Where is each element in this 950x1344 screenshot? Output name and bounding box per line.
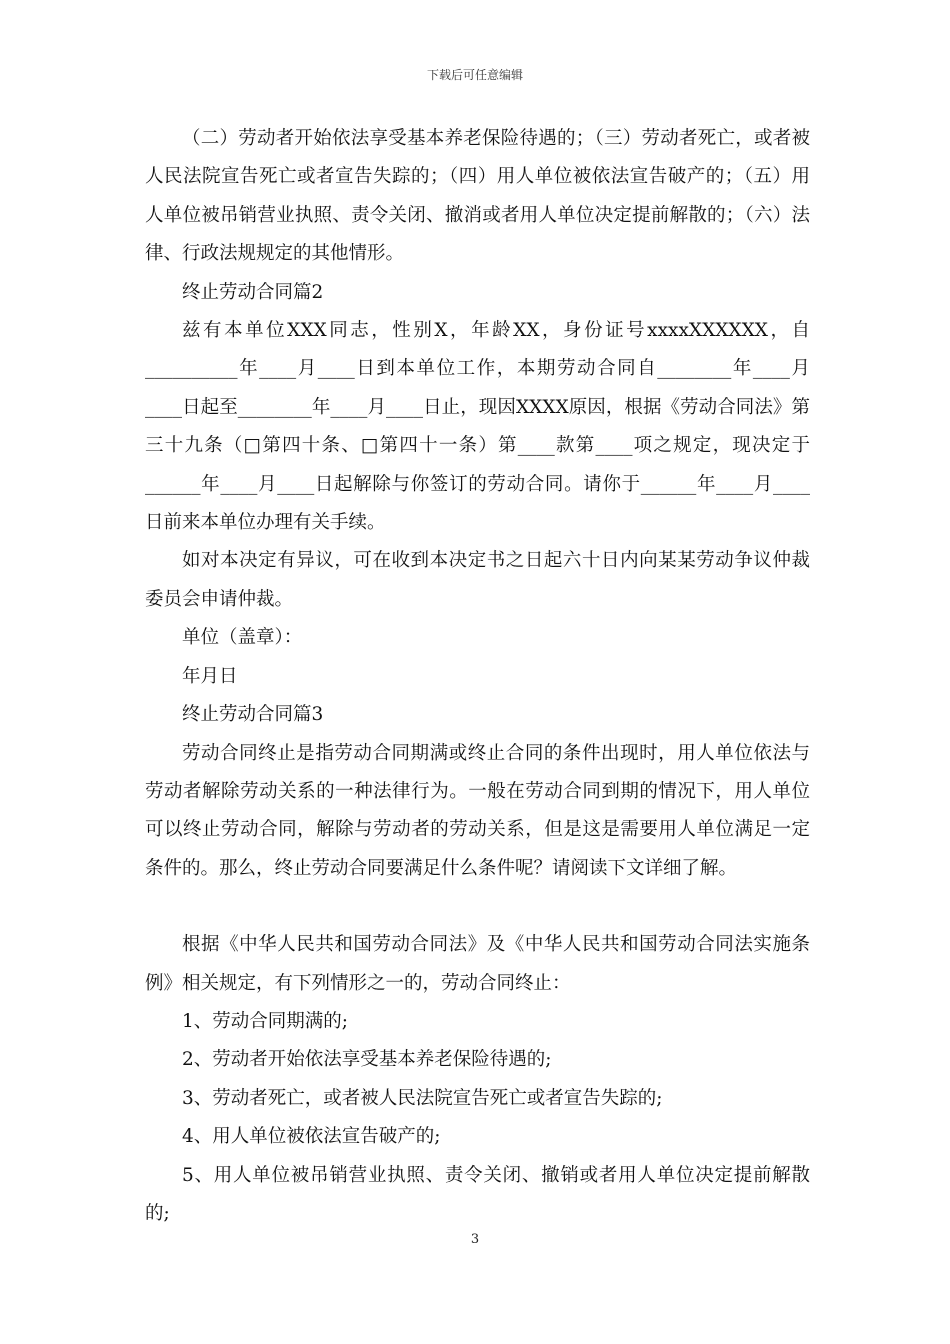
list-item-2: 2、劳动者开始依法享受基本养老保险待遇的; [182, 1049, 552, 1071]
paragraph-definition: 劳动合同终止是指劳动合同期满或终止合同的条件出现时，用人单位依法与劳动者解除劳动关系的一种法律行为。一般在劳动合同到期的情况下，用人单位可以终止劳动合同，解除与劳动者的劳动关系，但是这是需要用人单位满足一定条件的。那么，终止劳动合同要满足什么条件呢？请阅读下文详细了解。 [145, 742, 810, 879]
blank-line [145, 888, 810, 926]
list-item-5: 5、用人单位被吊销营业执照、责令关闭、撤销或者用人单位决定提前解散的; [145, 1164, 810, 1224]
paragraph-dismissal-notice: 兹有本单位XXX同志，性别X，年龄XX，身份证号xxxxXXXXXX，自__________年____月____日到本单位工作，本期劳动合同自________年____月____日起至________年____月____日止，现因XXXX原因，根据《劳动合同法》第三十九条（□第四十条、□第四十一条）第____款第____项之规定，现决定于______年____月____日起解除与你签订的劳动合同。请你于______年____月____日前来本单位办理有关手续。 [145, 320, 810, 534]
paragraph-legal-basis: 根据《中华人民共和国劳动合同法》及《中华人民共和国劳动合同法实施条例》相关规定，有下列情形之一的，劳动合同终止： [145, 934, 810, 994]
document-body [145, 120, 810, 1233]
paragraph-termination-conditions: （二）劳动者开始依法享受基本养老保险待遇的；（三）劳动者死亡，或者被人民法院宣告死亡或者宣告失踪的；（四）用人单位被依法宣告破产的；（五）用人单位被吊销营业执照、责令关闭、撤消或者用人单位决定提前解散的；（六）法律、行政法规规定的其他情形。 [145, 128, 810, 265]
signature-unit-seal: 单位（盖章）： [182, 627, 303, 649]
page-number: 3 [470, 1232, 480, 1247]
list-item-1: 1、劳动合同期满的; [182, 1010, 349, 1032]
section-heading-3: 终止劳动合同篇3 [182, 704, 324, 726]
signature-date: 年月日 [182, 665, 238, 687]
list-item-3: 3、劳动者死亡，或者被人民法院宣告死亡或者宣告失踪的; [182, 1087, 663, 1109]
paragraph-arbitration: 如对本决定有异议，可在收到本决定书之日起六十日内向某某劳动争议仲裁委员会申请仲裁。 [145, 550, 810, 610]
section-heading-2: 终止劳动合同篇2 [182, 281, 324, 303]
page-header: 下载后可任意编辑 [426, 68, 523, 82]
list-item-4: 4、用人单位被依法宣告破产的; [182, 1126, 441, 1148]
